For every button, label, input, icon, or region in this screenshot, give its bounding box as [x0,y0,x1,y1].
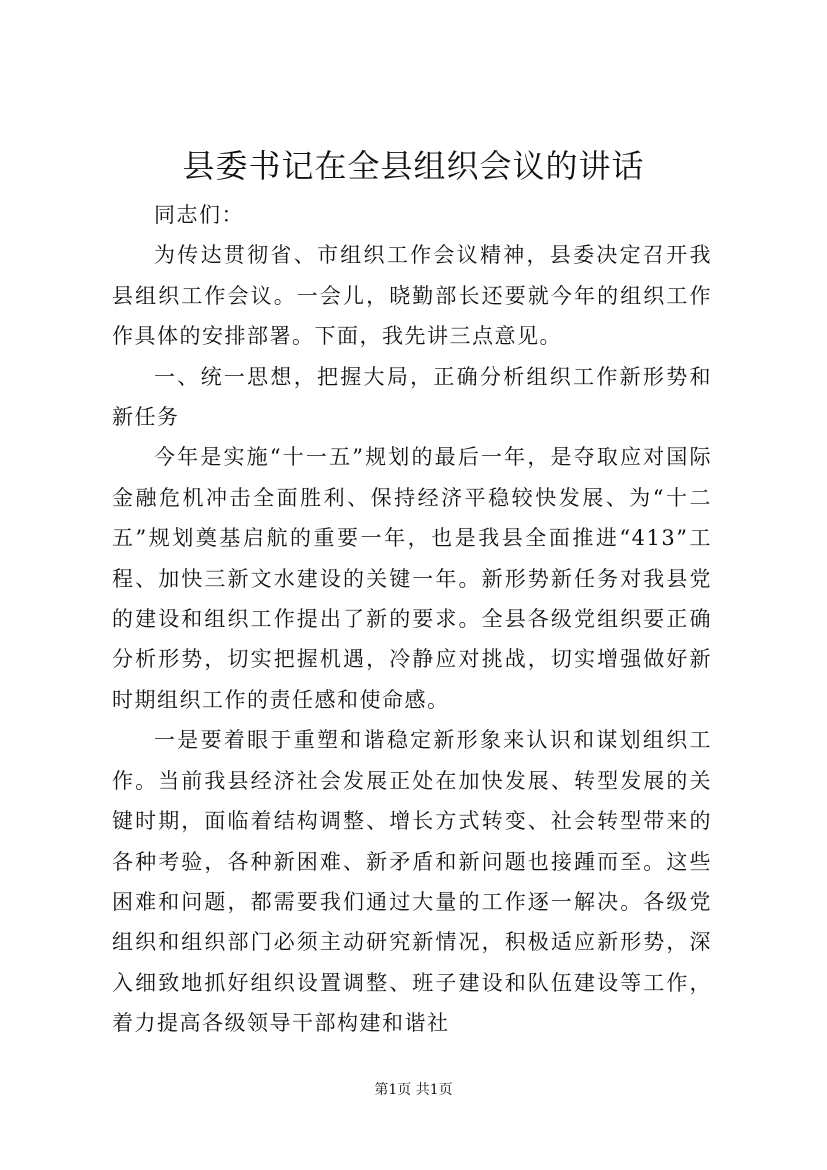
paragraph-salutation: 同志们： [154,203,244,227]
paragraph-situation: 今年是实施“十一五”规划的最后一年，是夺取应对国际金融危机冲击全面胜利、保持经济平稳较快发展、为“十二五”规划奠基启航的重要一年，也是我县全面推进“413”工程、加快三新文水建设的关键一年。新形势新任务对我县党的建设和组织工作提出了新的要求。全县各级党组织要正确分析形势，切实把握机遇，冷静应对挑战，切实增强做好新时期组织工作的责任感和使命感。 [112,445,712,712]
document-title: 县委书记在全县组织会议的讲话 [182,147,645,185]
paragraph-point-1: 一是要着眼于重塑和谐稳定新形象来认识和谋划组织工作。当前我县经济社会发展正处在加快发展、转型发展的关键时期，面临着结构调整、增长方式转变、社会转型带来的各种考验，各种新困难、新矛盾和新问题也接踵而至。这些困难和问题，都需要我们通过大量的工作逐一解决。各级党组织和组织部门必须主动研究新情况，积极适应新形势，深入细致地抓好组织设置调整、班子建设和队伍建设等工作，着力提高各级领导干部构建和谐社 [112,728,712,1036]
page-number: 第1页 共1页 [374,1082,453,1098]
paragraph-intro: 为传达贯彻省、市组织工作会议精神，县委决定召开我县组织工作会议。一会儿，晓勤部长还要就今年的组织工作作具体的安排部署。下面，我先讲三点意见。 [112,243,712,349]
section-heading-1: 一、统一思想，把握大局，正确分析组织工作新形势和新任务 [112,364,712,430]
page-footer [0,1080,827,1100]
document-body [112,195,712,1044]
